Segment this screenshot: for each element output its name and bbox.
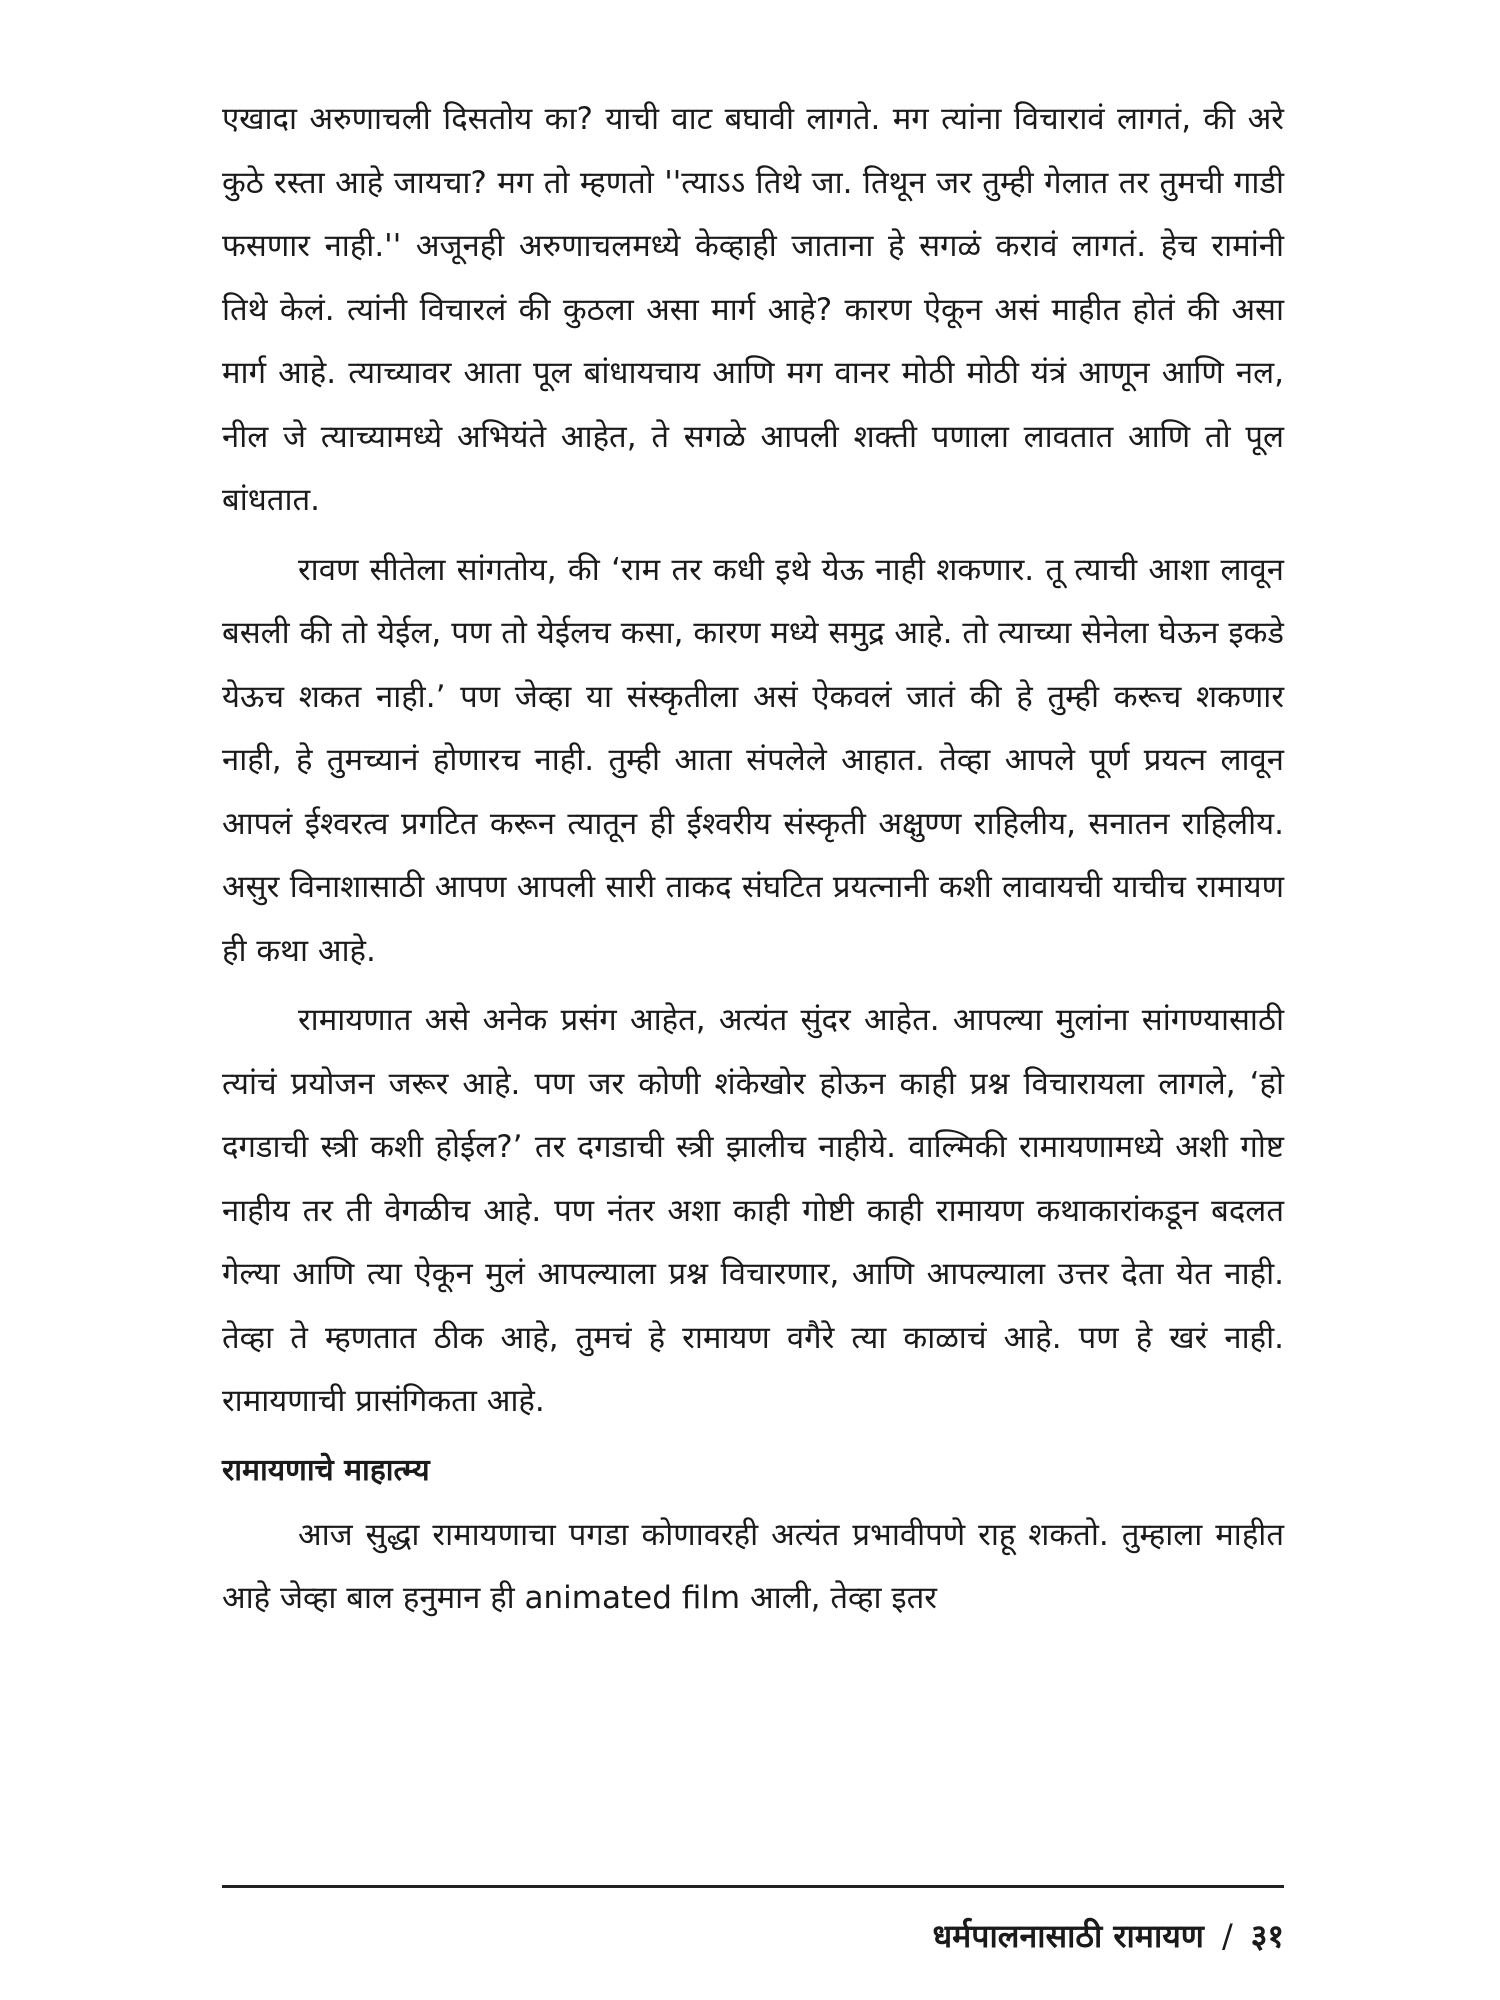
footer-divider [222,1885,1284,1888]
page-number: ३१ [1250,1917,1284,1955]
page-footer [932,1914,1284,1957]
paragraph-2: रावण सीतेला सांगतोय, की ‘राम तर कधी इथे येऊ नाही शकणार. तू त्याची आशा लावून बसली की तो येईल, पण तो येईलच कसा, कारण मध्ये समुद्र आहे. तो त्याच्या सेनेला घेऊन इकडे येऊच शकत नाही.’ पण जेव्हा या संस्कृतीला असं ऐकवलं जातं की हे तुम्ही करूच शकणार नाही, हे तुमच्यानं होणारच नाही. तुम्ही आता संपलेले आहात. तेव्हा आपले पूर्ण प्रयत्न लावून आपलं ईश्वरत्व प्रगटित करून त्यातून ही ईश्वरीय संस्कृती अक्षुण्ण राहिलीय, सनातन राहिलीय. असुर विनाशासाठी आपण आपली सारी ताकद संघटित प्रयत्नानी कशी लावायची याचीच रामायण ही कथा आहे. [222,551,1284,969]
section-heading: रामायणाचे माहात्म्य [222,1452,430,1488]
section-paragraph: आज सुद्धा रामायणाचा पगडा कोणावरही अत्यंत प्रभावीपणे राहू शकतो. तुम्हाला माहीत आहे जेव्हा बाल हनुमान ही animated film आली, तेव्हा इतर [222,1516,1284,1616]
paragraph-1: एखादा अरुणाचली दिसतोय का? याची वाट बघावी लागते. मग त्यांना विचारावं लागतं, की अरे कुठे रस्ता आहे जायचा? मग तो म्हणतो ''त्याऽऽ तिथे जा. तिथून जर तुम्ही गेलात तर तुमची गाडी फसणार नाही.'' अजूनही अरुणाचलमध्ये केव्हाही जाताना हे सगळं करावं लागतं. हेच रामांनी तिथे केलं. त्यांनी विचारलं की कुठला असा मार्ग आहे? कारण ऐकून असं माहीत होतं की असा मार्ग आहे. त्याच्यावर आता पूल बांधायचाय आणि मग वानर मोठी मोठी यंत्रं आणून आणि नल, नील जे त्याच्यामध्ये अभियंते आहेत, ते सगळे आपली शक्ती पणाला लावतात आणि तो पूल बांधतात. [222,101,1284,518]
page-body [222,88,1284,1631]
paragraph-3: रामायणात असे अनेक प्रसंग आहेत, अत्यंत सुंदर आहेत. आपल्या मुलांना सांगण्यासाठी त्यांचं प्रयोजन जरूर आहे. पण जर कोणी शंकेखोर होऊन काही प्रश्न विचारायला लागले, ‘हो दगडाची स्त्री कशी होईल?’ तर दगडाची स्त्री झालीच नाहीये. वाल्मिकी रामायणामध्ये अशी गोष्ट नाहीय तर ती वेगळीच आहे. पण नंतर अशा काही गोष्टी काही रामायण कथाकारांकडून बदलत गेल्या आणि त्या ऐकून मुलं आपल्याला प्रश्न विचारणार, आणि आपल्याला उत्तर देता येत नाही. तेव्हा ते म्हणतात ठीक आहे, तुमचं हे रामायण वगैरे त्या काळाचं आहे. पण हे खरं नाही. रामायणाची प्रासंगिकता आहे. [222,1002,1284,1419]
footer-separator: / [1221,1917,1233,1955]
footer-book-title: धर्मपालनासाठी रामायण [932,1917,1204,1955]
